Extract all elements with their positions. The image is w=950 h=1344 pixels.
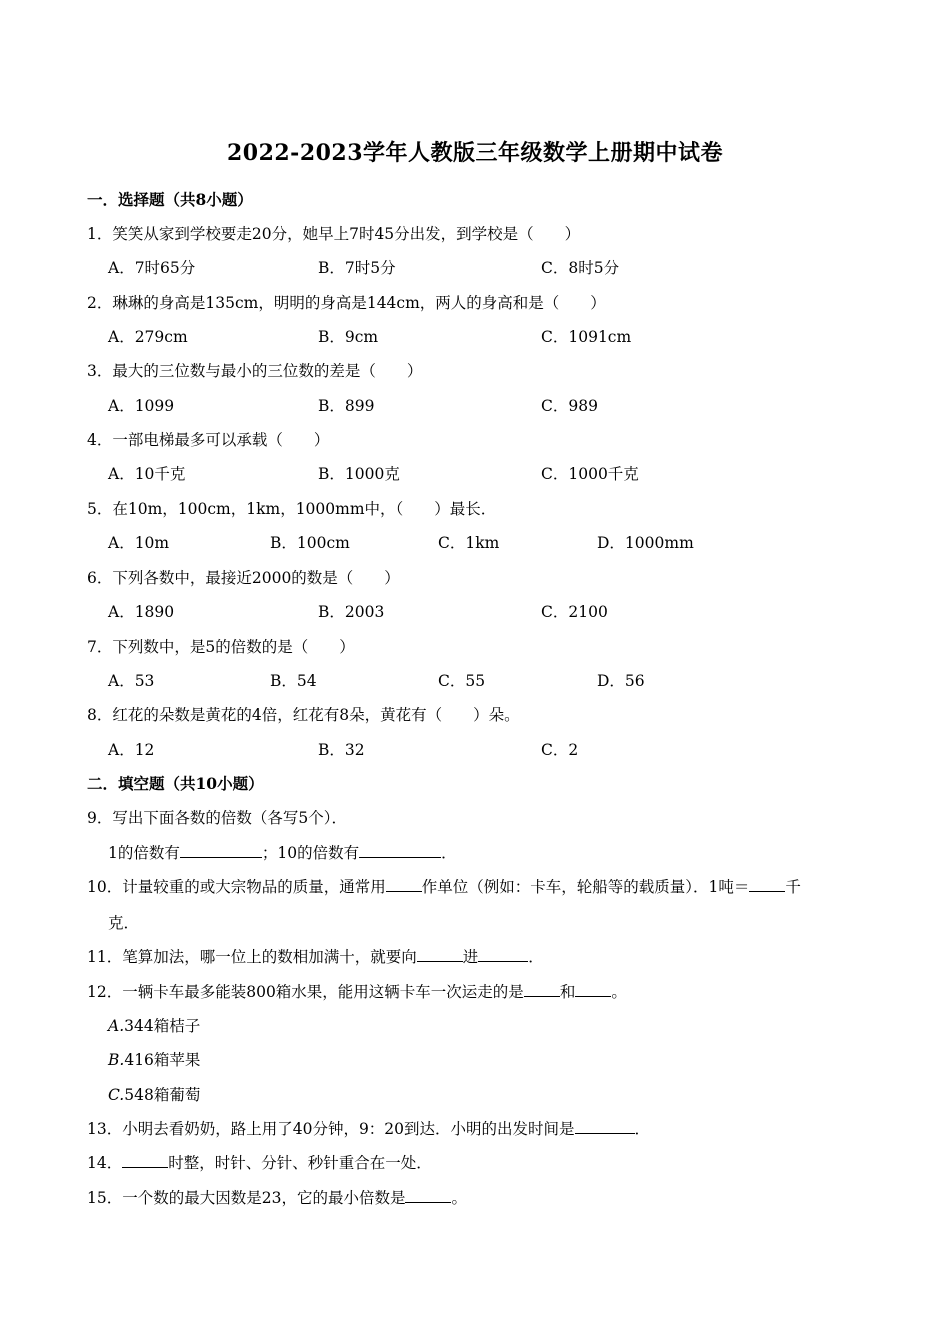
- question-12-part-1: 12．一辆卡车最多能装800箱水果，能用这辆卡车一次运走的是: [87, 983, 524, 1001]
- question-9-part-3: ．: [441, 844, 457, 862]
- question-9-stem: 9．写出下面各数的倍数（各写5个）．: [87, 809, 347, 827]
- question-7-option-d: D．56: [597, 672, 645, 690]
- question-13-part-2: ．: [634, 1120, 651, 1138]
- question-14-part-2: 时整，时针、分针、秒针重合在一处．: [168, 1154, 432, 1172]
- question-2-option-c: C．1091cm: [541, 328, 632, 346]
- question-12-option-b: [108, 1050, 200, 1070]
- question-9-part-2: ；10的倍数有: [261, 844, 360, 862]
- question-7-option-c: C．55: [438, 672, 486, 690]
- question-6-option-a: A．1890: [108, 603, 175, 621]
- question-5-stem: 5．在10m，100cm，1km，1000mm中，（ ）最长．: [87, 500, 497, 518]
- question-7-stem: 7．下列数中，是5的倍数的是（ ）: [87, 638, 355, 656]
- question-15-stem: [87, 1188, 467, 1208]
- question-3-option-b: B．899: [318, 397, 375, 415]
- option-text: 416箱苹果: [124, 1051, 201, 1069]
- question-1-option-a: A．7时65分: [108, 259, 196, 277]
- question-8-option-c: C．2: [541, 741, 579, 759]
- question-5-option-b: B．100cm: [270, 534, 350, 552]
- question-15-part-1: 15．一个数的最大因数是23，它的最小倍数是: [87, 1189, 406, 1207]
- question-7-option-a: A．53: [108, 672, 155, 690]
- question-10-part-3: 千: [785, 878, 801, 896]
- question-14-part-1: 14．: [87, 1154, 123, 1172]
- question-3-option-a: A．1099: [108, 397, 175, 415]
- question-3-stem: 3．最大的三位数与最小的三位数的差是（ ）: [87, 362, 423, 380]
- question-6-option-b: B．2003: [318, 603, 385, 621]
- question-8-option-b: B．32: [318, 741, 365, 759]
- question-2-option-b: B．9cm: [318, 328, 379, 346]
- section-heading-choice: 一．选择题（共8小题）: [87, 190, 253, 209]
- question-10-continuation: 克．: [108, 914, 140, 932]
- answer-blank[interactable]: [749, 877, 785, 892]
- question-11-part-2: 进: [462, 948, 479, 966]
- answer-blank[interactable]: [122, 1153, 168, 1168]
- question-5-option-a: A．10m: [108, 534, 170, 552]
- option-text: 548箱葡萄: [124, 1086, 201, 1104]
- answer-blank[interactable]: [575, 1119, 635, 1134]
- question-12-stem: [87, 982, 627, 1002]
- section-heading-fill: 二．填空题（共10小题）: [87, 774, 264, 793]
- question-9-answer-line: [108, 843, 457, 863]
- answer-blank[interactable]: [575, 982, 611, 997]
- answer-blank[interactable]: [386, 877, 422, 892]
- question-12-option-c: [108, 1085, 200, 1105]
- option-letter: B.: [108, 1051, 125, 1069]
- question-14-stem: [87, 1153, 432, 1173]
- question-9-part-1: 1的倍数有: [108, 844, 180, 862]
- question-12-part-3: 。: [611, 983, 627, 1001]
- option-letter: A.: [108, 1017, 125, 1035]
- question-11-part-3: ．: [528, 948, 544, 966]
- option-text: 344箱桔子: [124, 1017, 201, 1035]
- question-6-option-c: C．2100: [541, 603, 608, 621]
- question-8-option-a: A．12: [108, 741, 155, 759]
- answer-blank[interactable]: [478, 947, 528, 962]
- question-11-part-1: 11．笔算加法，哪一位上的数相加满十，就要向: [87, 948, 417, 966]
- question-6-stem: 6．下列各数中，最接近2000的数是（ ）: [87, 569, 400, 587]
- page-title: 2022-2023学年人教版三年级数学上册期中试卷: [226, 140, 724, 166]
- question-12-part-2: 和: [559, 983, 576, 1001]
- question-10-part-2: 作单位（例如：卡车，轮船等的载质量）．1吨＝: [421, 878, 750, 896]
- question-2-stem: 2．琳琳的身高是135cm，明明的身高是144cm，两人的身高和是（ ）: [87, 294, 606, 312]
- question-1-stem: 1．笑笑从家到学校要走20分，她早上7时45分出发，到学校是（ ）: [87, 225, 581, 243]
- answer-blank[interactable]: [417, 947, 463, 962]
- answer-blank[interactable]: [359, 843, 441, 858]
- question-7-option-b: B．54: [270, 672, 317, 690]
- question-4-option-b: B．1000克: [318, 465, 400, 483]
- answer-blank[interactable]: [405, 1188, 451, 1203]
- question-13-part-1: 13．小明去看奶奶，路上用了40分钟，9：20到达．小明的出发时间是: [87, 1120, 575, 1138]
- question-8-stem: 8．红花的朵数是黄花的4倍，红花有8朵，黄花有（ ）朵。: [87, 706, 520, 724]
- question-15-part-2: 。: [451, 1189, 467, 1207]
- question-1-option-b: B．7时5分: [318, 259, 396, 277]
- question-2-option-a: A．279cm: [108, 328, 188, 346]
- answer-blank[interactable]: [524, 982, 560, 997]
- question-1-option-c: C．8时5分: [541, 259, 620, 277]
- option-letter: C.: [108, 1086, 125, 1104]
- question-11-stem: [87, 947, 544, 967]
- question-5-option-d: D．1000mm: [597, 534, 694, 552]
- answer-blank[interactable]: [180, 843, 262, 858]
- question-10-stem: [87, 877, 801, 897]
- question-12-option-a: [108, 1016, 200, 1036]
- question-13-stem: [87, 1119, 650, 1139]
- question-5-option-c: C．1km: [438, 534, 500, 552]
- question-3-option-c: C．989: [541, 397, 598, 415]
- question-4-option-c: C．1000千克: [541, 465, 639, 483]
- question-10-part-1: 10．计量较重的或大宗物品的质量，通常用: [87, 878, 386, 896]
- question-4-option-a: A．10千克: [108, 465, 186, 483]
- question-4-stem: 4．一部电梯最多可以承载（ ）: [87, 431, 330, 449]
